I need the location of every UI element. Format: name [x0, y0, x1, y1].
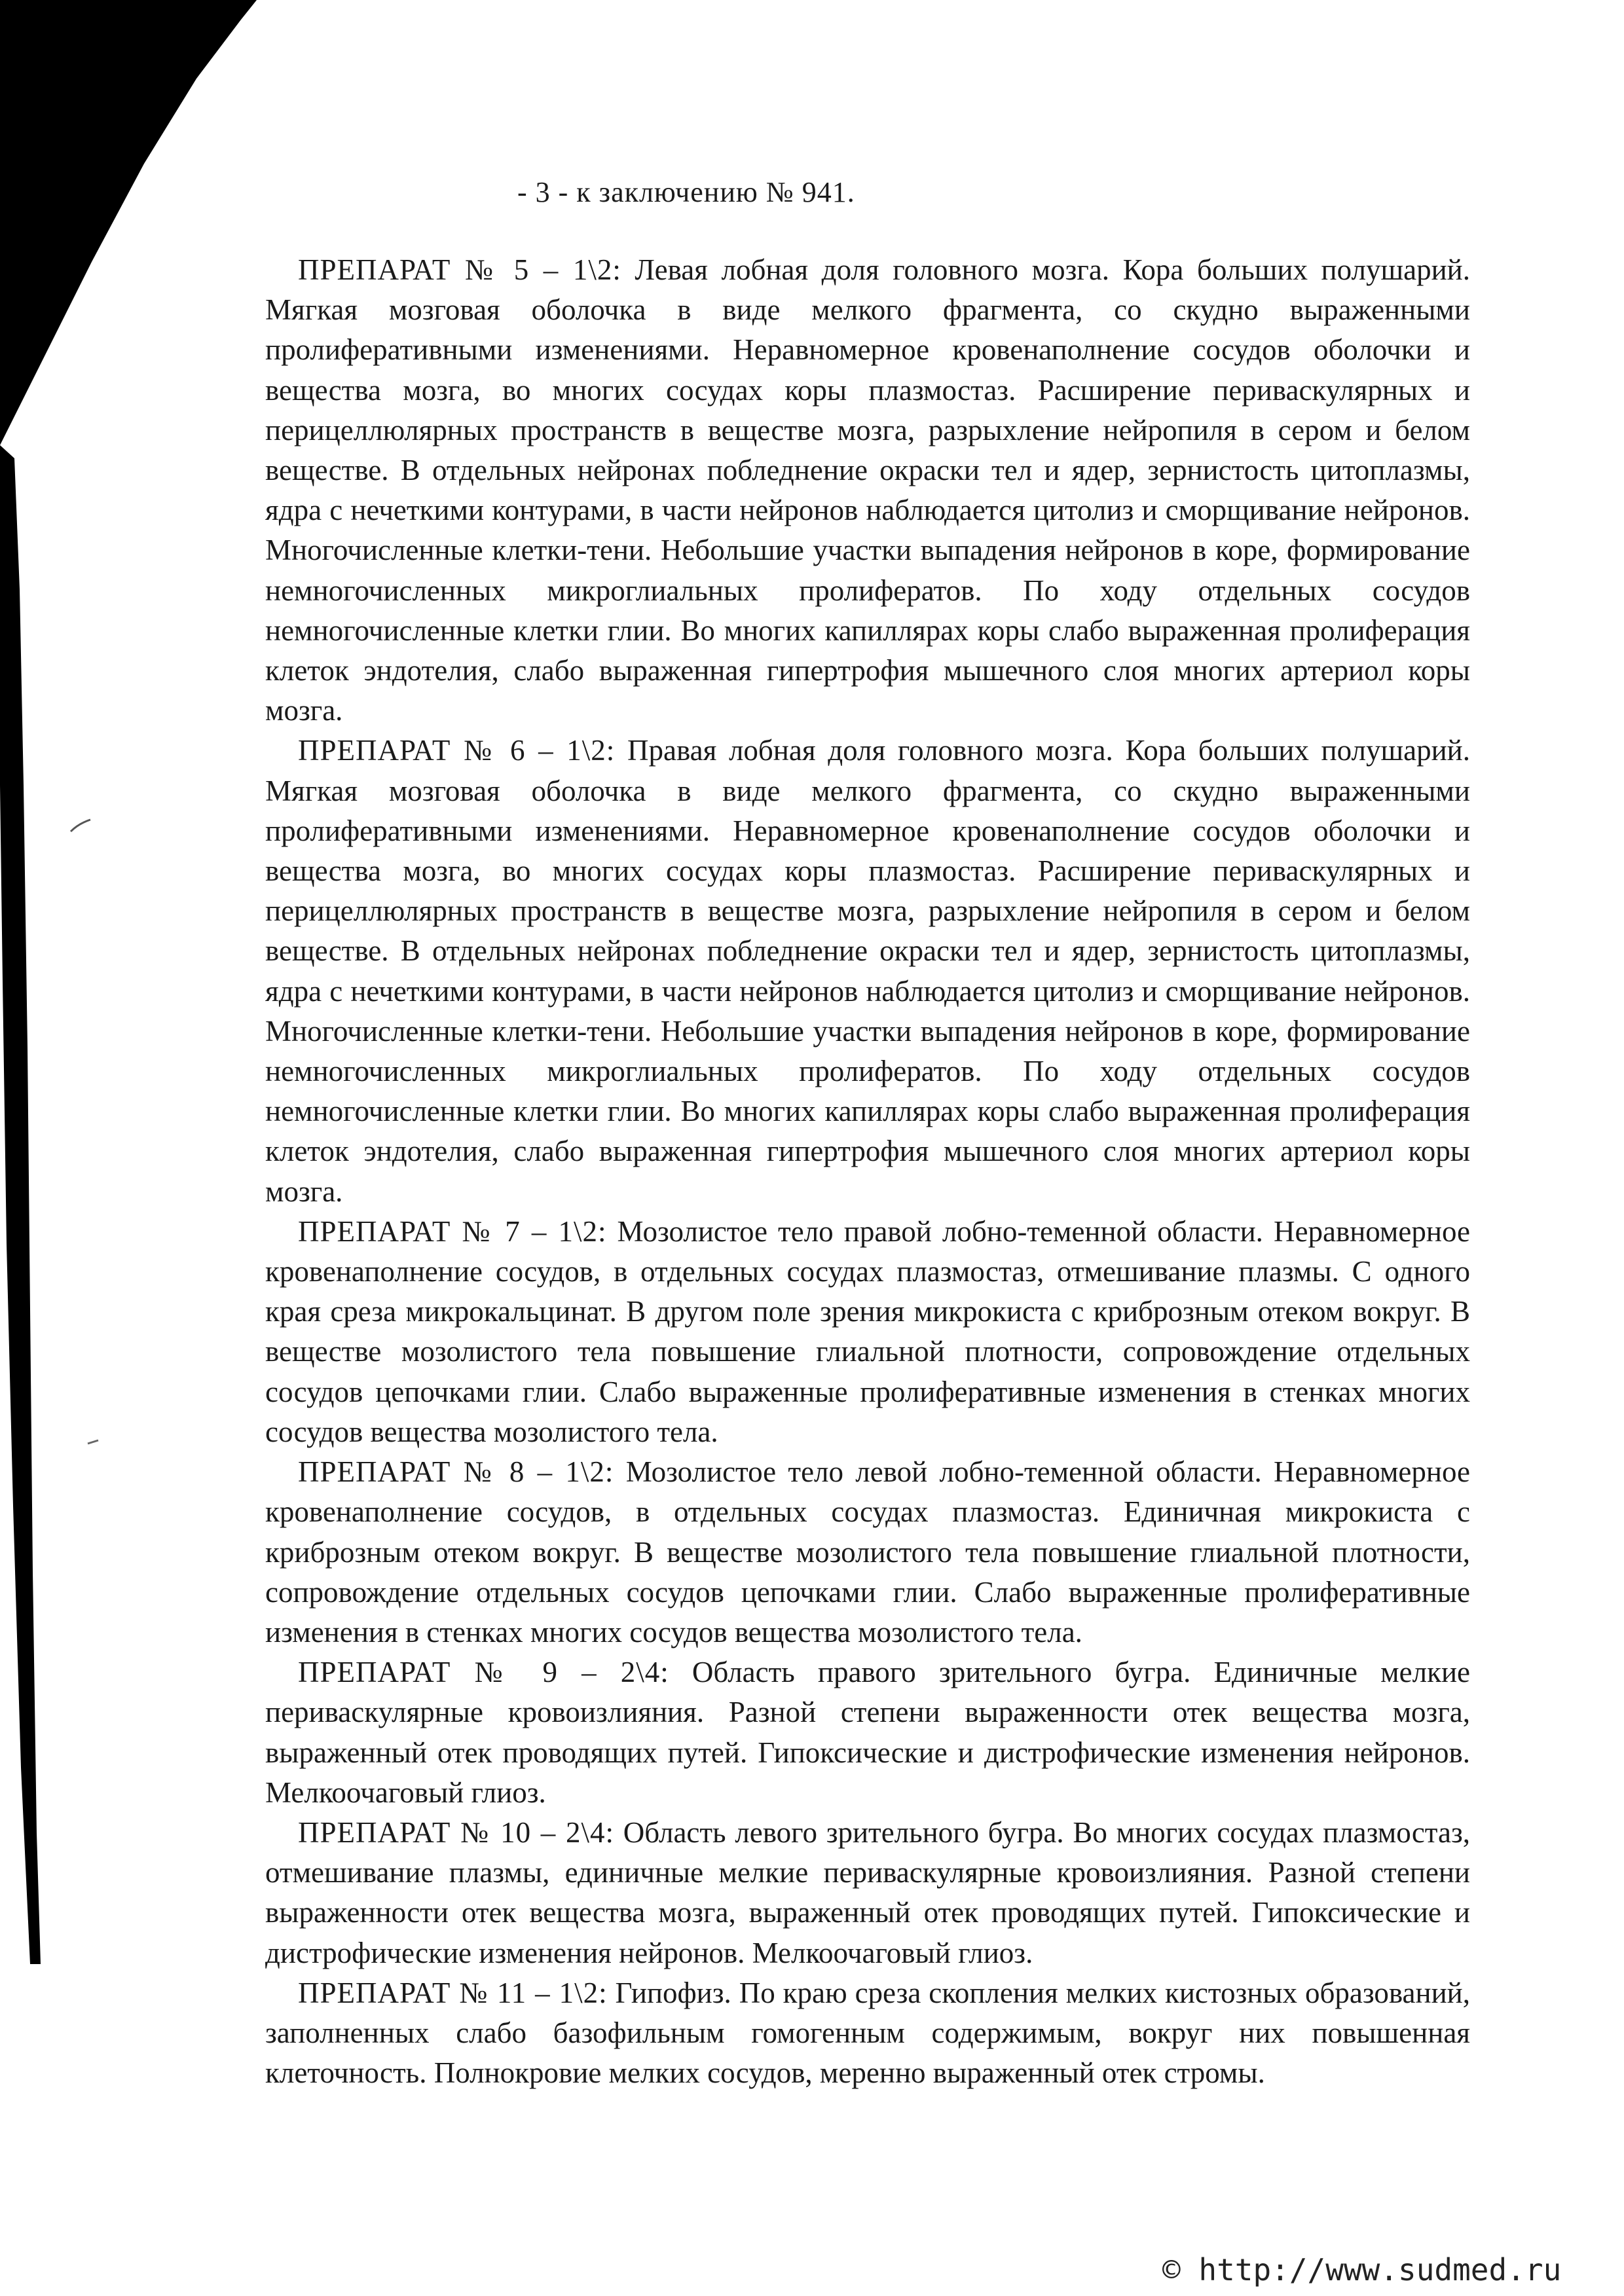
paragraph-preparation-9 — [265, 1652, 1470, 1813]
paragraph-title: ПРЕПАРАТ № 5 – 1\2: — [298, 253, 621, 286]
paragraph-text: Область левого зрительного бугра. Во многих сосудах плазмостаз, отмешивание плазмы, единичные мелкие периваскулярные кровоизлияния. Разной степени выраженности отек вещества мозга, выраженный отек проводящих путей. Гипоксические и дистрофические изменения нейронов. Мелкоочаговый глиоз. — [265, 1815, 1471, 1969]
paragraph-text: Гипофиз. По краю среза скопления мелких кистозных образований, заполненных слабо базофильным гомогенным содержимым, вокруг них повышенная клеточность. Полнокровие мелких сосудов, меренно выраженный отек стромы. — [265, 1976, 1470, 2090]
page-header: - 3 - к заключению № 941. — [517, 176, 855, 208]
paragraph-text: Правая лобная доля головного мозга. Кора больших полушарий. Мягкая мозговая оболочка в виде мелкого фрагмента, со скудно выраженными пролиферативными изменениями. Неравномерное кровенаполнение сосудов оболочки и вещества мозга, во многих сосудах коры плазмостаз. Расширение периваскулярных и перицеллюлярных пространств в веществе мозга, разрыхление нейропиля в сером и белом веществе. В отдельных нейронах побледнение окраски тел и ядер, зернистость цитоплазмы, ядра с нечеткими контурами, в части нейронов наблюдается цитолиз и сморщивание нейронов. Многочисленные клетки-тени. Небольшие участки выпадения нейронов в коре, формирование немногочисленных микроглиальных пролифератов. По ходу отдельных сосудов немногочисленные клетки глии. Во многих капиллярах коры слабо выраженная пролиферация клеток эндотелия, слабо выраженная гипертрофия мышечного слоя многих артериол коры мозга. — [265, 734, 1471, 1208]
paragraph-preparation-5 — [265, 250, 1470, 731]
paragraph-text: Левая лобная доля головного мозга. Кора больших полушарий. Мягкая мозговая оболочка в виде мелкого фрагмента, со скудно выраженными пролиферативными изменениями. Неравномерное кровенаполнение сосудов оболочки и вещества мозга, во многих сосудах коры плазмостаз. Расширение периваскулярных и перицеллюлярных пространств в веществе мозга, разрыхление нейропиля в сером и белом веществе. В отдельных нейронах побледнение окраски тел и ядер, зернистость цитоплазмы, ядра с нечеткими контурами, в части нейронов наблюдается цитолиз и сморщивание нейронов. Многочисленные клетки-тени. Небольшие участки выпадения нейронов в коре, формирование немногочисленных микроглиальных пролифератов. По ходу отдельных сосудов немногочисленные клетки глии. Во многих капиллярах коры слабо выраженная пролиферация клеток эндотелия, слабо выраженная гипертрофия мышечного слоя многих артериол коры мозга. — [265, 253, 1471, 727]
scan-mark — [71, 820, 90, 831]
paragraph-preparation-10 — [265, 1813, 1470, 1973]
paragraph-title: ПРЕПАРАТ № 11 – 1\2: — [298, 1976, 608, 2009]
paragraph-text: Мозолистое тело правой лобно-теменной области. Неравномерное кровенаполнение сосудов, в отдельных сосудах плазмостаз, отмешивание плазмы. С одного края среза микрокальцинат. В другом поле зрения микрокиста с криброзным отеком вокруг. В веществе мозолистого тела повышение глиальной плотности, сопровождение отдельных сосудов цепочками глии. Слабо выраженные пролиферативные изменения в стенках многих сосудов вещества мозолистого тела. — [265, 1214, 1470, 1448]
scan-corner-shadow — [0, 0, 257, 445]
paragraph-title: ПРЕПАРАТ № 6 – 1\2: — [298, 734, 616, 767]
paragraph-title: ПРЕПАРАТ № 8 – 1\2: — [298, 1455, 614, 1489]
paragraph-title: ПРЕПАРАТ № 10 – 2\4: — [298, 1815, 615, 1849]
paragraph-title: ПРЕПАРАТ № 7 – 1\2: — [298, 1214, 607, 1248]
paragraph-preparation-7 — [265, 1212, 1470, 1452]
document-body — [265, 250, 1470, 2093]
paragraph-preparation-11 — [265, 1973, 1470, 2094]
paragraph-title: ПРЕПАРАТ № 9 – 2\4: — [298, 1656, 669, 1689]
scan-mark — [88, 1440, 98, 1444]
source-watermark: © http://www.sudmed.ru — [1162, 2252, 1562, 2287]
paragraph-text: Область правого зрительного бугра. Единичные мелкие периваскулярные кровоизлияния. Разной степени выраженности отек вещества мозга, выраженный отек проводящих путей. Гипоксические и дистрофические изменения нейронов. Мелкоочаговый глиоз. — [265, 1656, 1471, 1809]
paragraph-text: Мозолистое тело левой лобно-теменной области. Неравномерное кровенаполнение сосудов, в отдельных сосудах плазмостаз. Единичная микрокиста с криброзным отеком вокруг. В веществе мозолистого тела повышение глиальной плотности, сопровождение отдельных сосудов цепочками глии. Слабо выраженные пролиферативные изменения в стенках многих сосудов вещества мозолистого тела. — [265, 1455, 1471, 1649]
scan-left-edge-shadow — [0, 445, 41, 1964]
paragraph-preparation-8 — [265, 1452, 1470, 1652]
paragraph-preparation-6 — [265, 731, 1470, 1211]
